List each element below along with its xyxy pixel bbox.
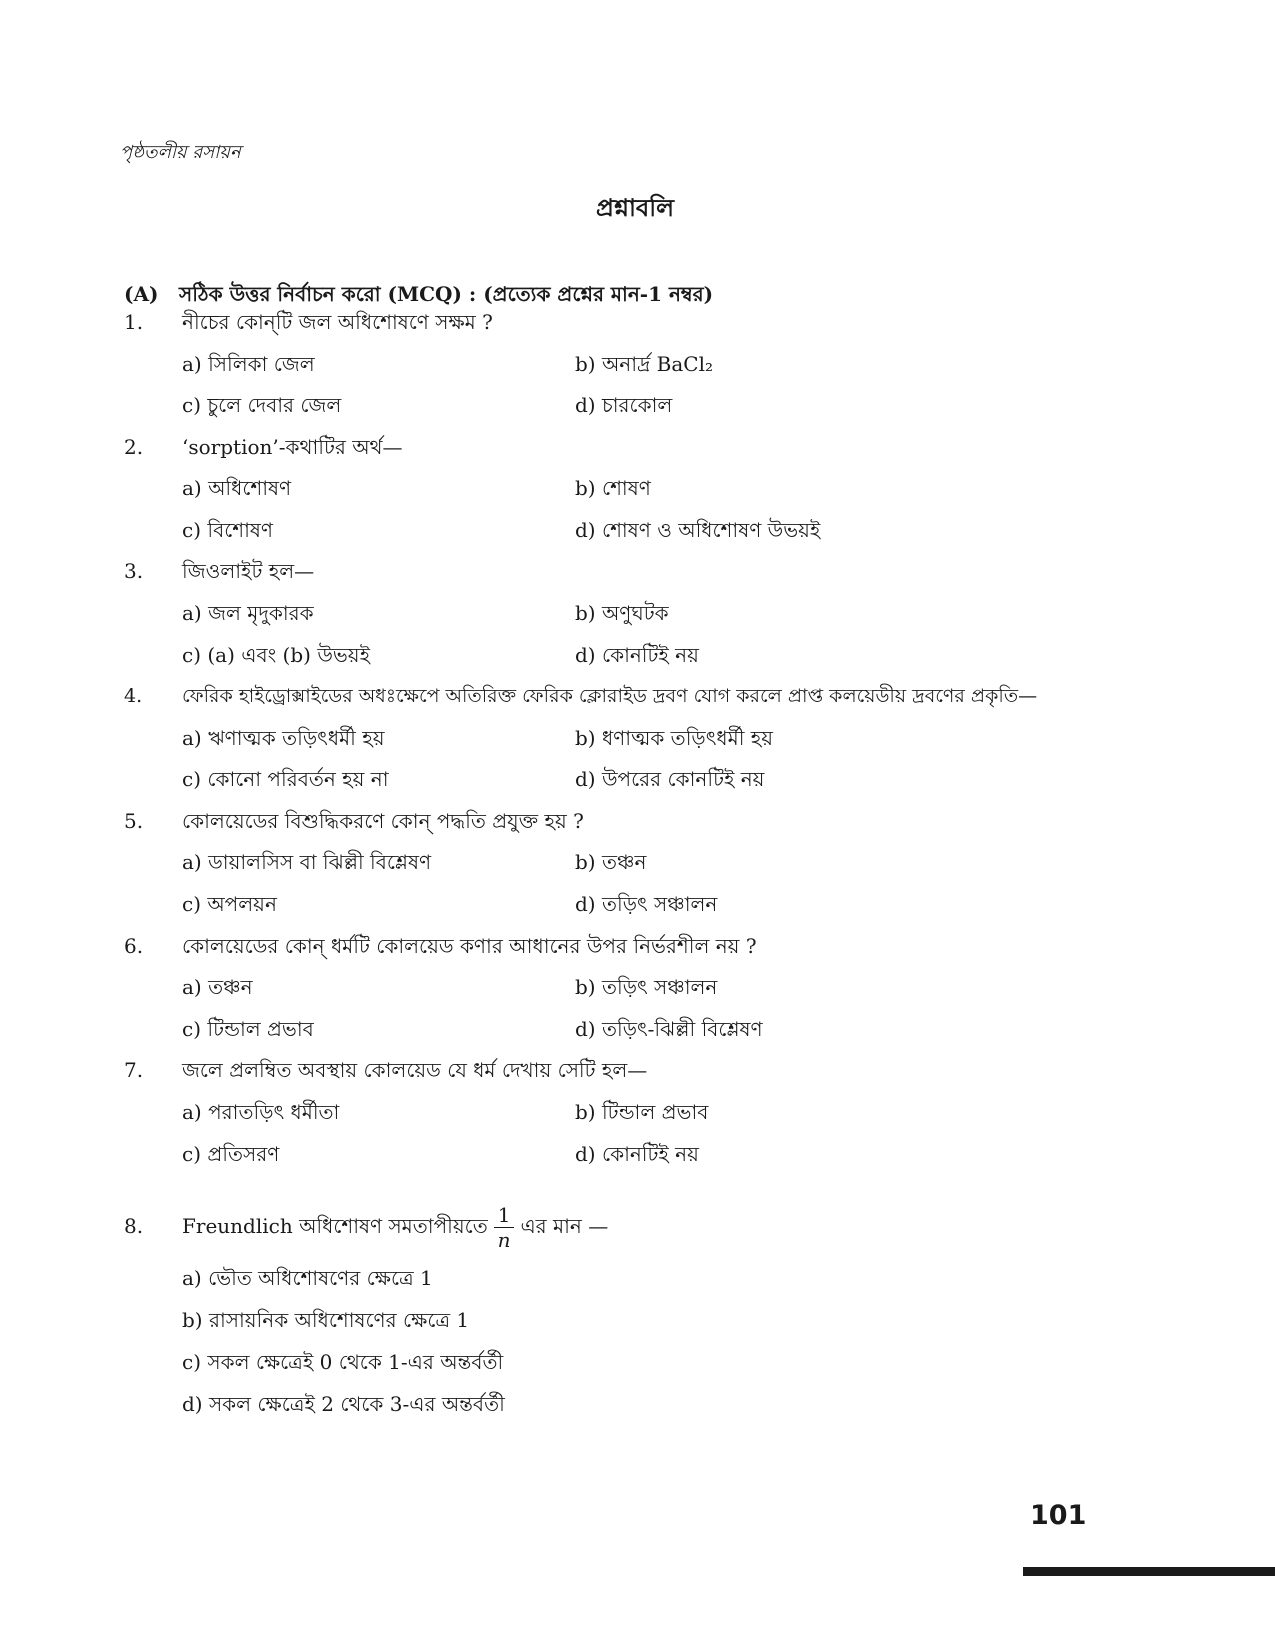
page-number: 101 xyxy=(1030,1500,1087,1531)
question-text: কোলয়েডের কোন্ ধর্মটি কোলয়েড কণার আধানের উপর নির্ভরশীল নয় ? xyxy=(182,934,757,958)
question-number: 1. xyxy=(124,310,144,334)
option-d: d) কোনটিই নয় xyxy=(575,643,699,667)
question-number: 6. xyxy=(124,934,144,958)
question-text-before: Freundlich অধিশোষণ সমতাপীয়তে xyxy=(182,1214,488,1238)
option-d: d) শোষণ ও অধিশোষণ উভয়ই xyxy=(575,518,821,542)
option-b: b) রাসায়নিক অধিশোষণের ক্ষেত্রে 1 xyxy=(182,1308,470,1332)
option-a: a) জল মৃদুকারক xyxy=(182,601,314,625)
option-b: b) তঞ্চন xyxy=(575,850,647,874)
option-a: a) অধিশোষণ xyxy=(182,476,292,500)
fraction-one-over-n xyxy=(494,1203,515,1252)
section-heading-text: সঠিক উত্তর নির্বাচন করো (MCQ) : (প্রত্যেক প্রশ্নের মান-1 নম্বর) xyxy=(179,282,714,306)
question-number: 3. xyxy=(124,559,144,583)
option-b: b) টিন্ডাল প্রভাব xyxy=(575,1100,709,1124)
question-text: নীচের কোন্‌টি জল অধিশোষণে সক্ষম ? xyxy=(182,310,493,334)
option-b: b) অনার্দ্র BaCl₂ xyxy=(575,352,714,376)
fraction-denominator: n xyxy=(497,1228,511,1252)
option-b: b) শোষণ xyxy=(575,476,651,500)
option-b: b) ধণাত্মক তড়িৎধর্মী হয় xyxy=(575,726,774,750)
question-text: ‘sorption’-কথাটির অর্থ— xyxy=(182,435,403,459)
option-c: c) চুলে দেবার জেল xyxy=(182,393,342,417)
footer-rule xyxy=(1023,1567,1275,1576)
option-d: d) সকল ক্ষেত্রেই 2 থেকে 3-এর অন্তর্বর্তী xyxy=(182,1392,505,1416)
option-d: d) উপরের কোনটিই নয় xyxy=(575,767,765,791)
question-text: কোলয়েডের বিশুদ্ধিকরণে কোন্ পদ্ধতি প্রযুক্ত হয় ? xyxy=(182,809,584,833)
option-c: c) কোনো পরিবর্তন হয় না xyxy=(182,767,389,791)
option-b: b) অণুঘটক xyxy=(575,601,669,625)
option-a: a) পরাতড়িৎ ধর্মীতা xyxy=(182,1100,340,1124)
question-text-after: এর মান — xyxy=(520,1214,609,1238)
option-a: a) তঞ্চন xyxy=(182,975,253,999)
question-text: ফেরিক হাইড্রোক্সাইডের অধঃক্ষেপে অতিরিক্ত ফেরিক ক্লোরাইড দ্রবণ যোগ করলে প্রাপ্ত কলয়েডীয় দ্রবণের প্রকৃতি— xyxy=(182,685,1038,707)
section-label: (A) xyxy=(124,282,159,306)
option-d: d) কোনটিই নয় xyxy=(575,1142,699,1166)
option-a: a) ভৌত অধিশোষণের ক্ষেত্রে 1 xyxy=(182,1266,433,1290)
question-number: 8. xyxy=(124,1214,144,1238)
option-a: a) সিলিকা জেল xyxy=(182,352,315,376)
option-c: c) বিশোষণ xyxy=(182,518,274,542)
option-c: c) প্রতিসরণ xyxy=(182,1142,280,1166)
option-a: a) ঋণাত্মক তড়িৎধর্মী হয় xyxy=(182,726,385,750)
option-c: c) (a) এবং (b) উভয়ই xyxy=(182,643,370,667)
question-text: জলে প্রলম্বিত অবস্থায় কোলয়েড যে ধর্ম দেখায় সেটি হল— xyxy=(182,1058,648,1082)
question-text xyxy=(182,1196,608,1256)
option-c: c) অপলয়ন xyxy=(182,892,277,916)
running-head: পৃষ্ঠতলীয় রসায়ন xyxy=(120,142,241,163)
option-a: a) ডায়ালসিস বা ঝিল্লী বিশ্লেষণ xyxy=(182,850,432,874)
question-number: 5. xyxy=(124,809,144,833)
option-d: d) তড়িৎ সঞ্চালন xyxy=(575,892,718,916)
question-number: 4. xyxy=(124,685,143,707)
page-title: প্রশ্নাবলি xyxy=(595,194,675,222)
option-d: d) তড়িৎ-ঝিল্লী বিশ্লেষণ xyxy=(575,1017,763,1041)
question-text: জিওলাইট হল— xyxy=(182,559,315,583)
option-c: c) সকল ক্ষেত্রেই 0 থেকে 1-এর অন্তর্বর্তী xyxy=(182,1350,504,1374)
fraction-numerator: 1 xyxy=(494,1203,515,1228)
option-d: d) চারকোল xyxy=(575,393,673,417)
question-number: 2. xyxy=(124,435,144,459)
question-number: 7. xyxy=(124,1058,144,1082)
option-b: b) তড়িৎ সঞ্চালন xyxy=(575,975,718,999)
option-c: c) টিন্ডাল প্রভাব xyxy=(182,1017,314,1041)
